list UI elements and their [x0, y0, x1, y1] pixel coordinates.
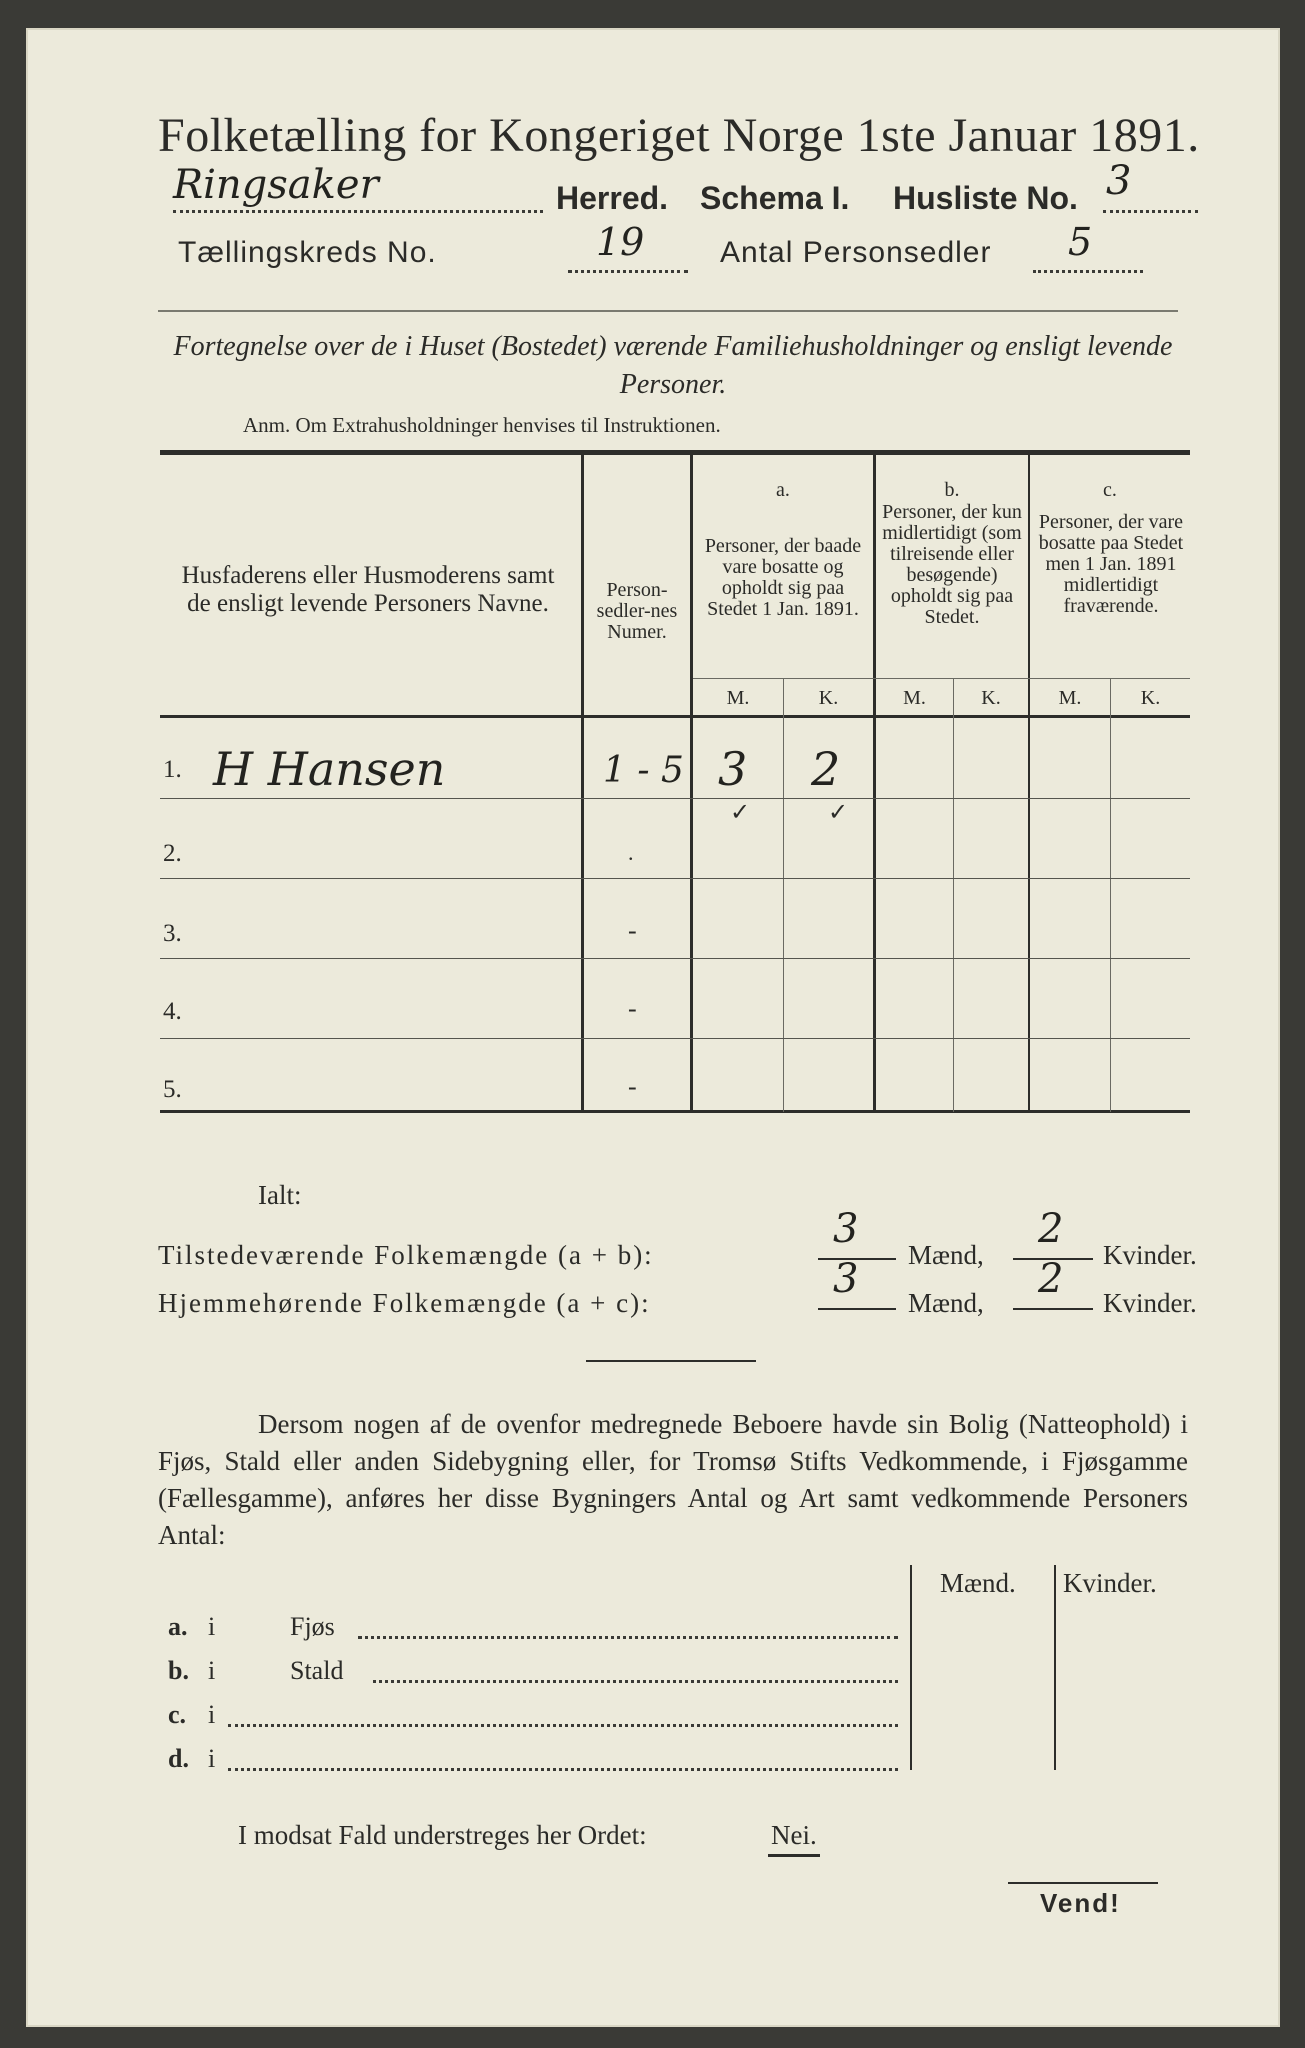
ialt-label: Ialt:: [258, 1180, 302, 1210]
kreds-label: Tællingskreds No.: [178, 236, 437, 269]
building-letter: c.: [168, 1700, 187, 1729]
kreds-number: 19: [596, 220, 645, 264]
tilstedevaerende-maend-count: 3: [833, 1206, 859, 1252]
building-label-fjos: Fjøs: [290, 1612, 335, 1641]
col-a-letter: a.: [776, 479, 790, 501]
husliste-number: 3: [1106, 158, 1132, 204]
husliste-label: Husliste No.: [893, 180, 1078, 216]
antal-number: 5: [1068, 220, 1093, 264]
building-i: i: [208, 1656, 216, 1685]
row-a-k-tick-mark: ✓: [828, 798, 849, 826]
row-sedler-number: -: [628, 994, 637, 1023]
hjemmehorende-kvinder-count: 2: [1038, 1256, 1064, 1302]
building-letter: d.: [168, 1744, 189, 1773]
tilstedevaerende-kvinder-count: 2: [1038, 1206, 1064, 1252]
building-letter: b.: [168, 1656, 189, 1685]
section-divider: [586, 1360, 756, 1362]
building-i: i: [208, 1744, 216, 1773]
buildings-maend-header: Mænd.: [940, 1568, 1016, 1598]
row-number: 1.: [163, 756, 182, 783]
col-c-letter: c.: [1103, 479, 1117, 501]
row-number: 5.: [163, 1076, 182, 1103]
hjemmehorende-maend-count: 3: [833, 1256, 859, 1302]
row-a-m-tick-mark: ✓: [730, 798, 751, 826]
row-name: H Hansen: [213, 742, 446, 796]
intro-text: Fortegnelse over de i Huset (Bostedet) værende Familiehusholdninger og ensligt levende Personer.: [173, 331, 1173, 400]
herred-dotted-line: [173, 210, 543, 213]
row-a-k-count: 2: [811, 742, 841, 796]
form-title: Folketælling for Kongeriget Norge 1ste Januar 1891.: [158, 109, 1200, 162]
row-sedler-number: -: [628, 1072, 637, 1101]
col-header-number: Person-sedler-nes Numer.: [596, 579, 678, 643]
row-sedler-number: 1 - 5: [603, 750, 684, 791]
col-b-k: K.: [981, 687, 1001, 709]
building-i: i: [208, 1700, 216, 1729]
tilstedevaerende-label: Tilstedeværende Folkemængde (a + b):: [158, 1240, 654, 1270]
hjemmehorende-maend-label: Mænd,: [908, 1288, 984, 1318]
husliste-dotted-line: [1103, 210, 1198, 213]
nei-underline: [768, 1854, 820, 1857]
nei-word: Nei.: [771, 1820, 817, 1850]
col-c-m: M.: [1058, 687, 1082, 709]
tilstedevaerende-maend-label: Mænd,: [908, 1240, 984, 1270]
col-c-k: K.: [1140, 687, 1161, 709]
kreds-dotted-line: [568, 270, 688, 273]
schema-label: Schema I.: [700, 180, 850, 216]
sidebygning-paragraph: Dersom nogen af de ovenfor medregnede Beboere havde sin Bolig (Natteophold) i Fjøs, Stald eller anden Sidebygning eller, for Tromsø Stifts Vedkommende, i Fjøsgamme (Fællesgamme), anføres her disse Bygningers Antal og Art samt vedkommende Personers Antal:: [158, 1409, 1188, 1550]
row-a-m-count: 3: [718, 742, 748, 796]
col-header-name: Husfaderens eller Husmoderens samt de ensligt levende Personers Navne.: [181, 562, 555, 617]
row-number: 4.: [163, 998, 182, 1025]
col-a-m: M.: [726, 687, 750, 709]
anm-note: Anm. Om Extrahusholdninger henvises til Instruktionen.: [243, 413, 721, 437]
col-a-k: K.: [818, 687, 839, 709]
row-sedler-number: .: [628, 840, 634, 865]
building-letter: a.: [168, 1612, 188, 1641]
census-form-sheet: [28, 30, 1278, 2025]
herred-label: Herred.: [556, 180, 669, 216]
divider: [158, 310, 1178, 312]
herred-name: Ringsaker: [173, 162, 379, 208]
tilstedevaerende-kvinder-label: Kvinder.: [1103, 1240, 1197, 1270]
col-b-m: M.: [903, 687, 926, 709]
antal-label: Antal Personsedler: [720, 236, 992, 269]
vend-label: Vend!: [1040, 1888, 1121, 1918]
row-number: 3.: [163, 920, 182, 947]
col-header-a: Personer, der baade vare bosatte og opholdt sig paa Stedet 1 Jan. 1891.: [704, 535, 862, 620]
modsat-text: I modsat Fald understreges her Ordet:: [238, 1820, 647, 1850]
row-sedler-number: -: [628, 916, 637, 945]
antal-dotted-line: [1033, 270, 1143, 273]
row-number: 2.: [163, 840, 182, 867]
buildings-kvinder-header: Kvinder.: [1063, 1568, 1157, 1598]
col-header-c: Personer, der vare bosatte paa Stedet men 1 Jan. 1891 midlertidigt fraværende.: [1038, 511, 1184, 617]
col-b-letter: b.: [944, 479, 960, 501]
building-label-stald: Stald: [290, 1656, 344, 1685]
hjemmehorende-label: Hjemmehørende Folkemængde (a + c):: [158, 1288, 651, 1318]
building-i: i: [208, 1612, 216, 1641]
col-header-b: Personer, der kun midlertidigt (som tilreisende eller besøgende) opholdt sig paa Stedet.: [882, 501, 1022, 628]
hjemmehorende-kvinder-label: Kvinder.: [1103, 1288, 1197, 1318]
